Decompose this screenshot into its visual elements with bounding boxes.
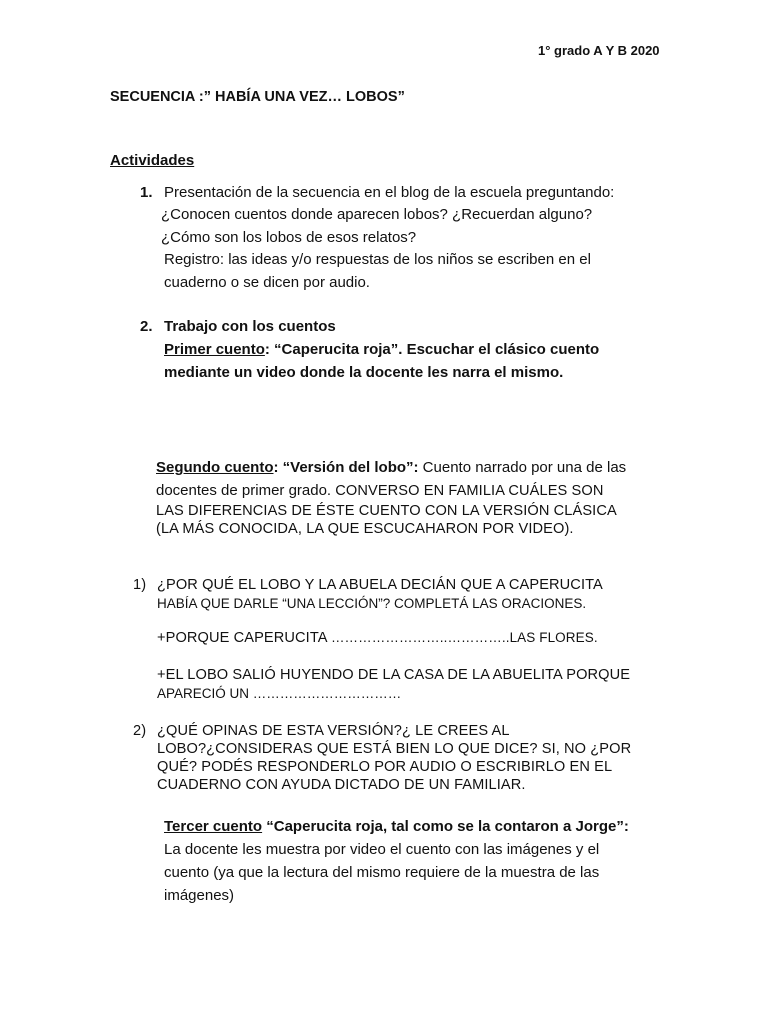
q1-line: +EL LOBO SALIÓ HUYENDO DE LA CASA DE LA ABUELITA PORQUE — [157, 667, 631, 683]
third-story-line: cuento (ya que la lectura del mismo requiere de la muestra de las — [164, 864, 600, 881]
q1-line: HABÍA QUE DARLE “UNA LECCIÓN”? COMPLETÁ LAS ORACIONES. — [157, 596, 587, 611]
second-story-line: LAS DIFERENCIAS DE ÉSTE CUENTO CON LA VERSIÓN CLÁSICA — [156, 503, 617, 519]
item2-heading: Trabajo con los cuentos — [164, 318, 336, 335]
document-title: SECUENCIA :” HABÍA UNA VEZ… LOBOS” — [110, 89, 405, 105]
first-story-line: mediante un video donde la docente les narra el mismo. — [164, 364, 564, 381]
item2-number: 2. — [140, 318, 153, 335]
third-story-line: imágenes) — [164, 887, 235, 904]
second-story-text: Cuento narrado por una de las — [418, 459, 627, 476]
q2-line: CUADERNO CON AYUDA DICTADO DE UN FAMILIAR. — [157, 777, 526, 793]
q1-line: ¿POR QUÉ EL LOBO Y LA ABUELA DECIÁN QUE A CAPERUCITA — [157, 577, 603, 593]
first-story-label: Primer cuento — [164, 341, 265, 358]
q1-blank-line: +PORQUE CAPERUCITA ……………………..…………..LAS FLORES. — [157, 630, 598, 646]
q2-line: LOBO?¿CONSIDERAS QUE ESTÁ BIEN LO QUE DICE? SI, NO ¿POR — [157, 741, 632, 757]
third-story-label: Tercer cuento — [164, 818, 263, 835]
second-story-line: docentes de primer grado. CONVERSO EN FAMILIA CUÁLES SON — [156, 482, 604, 499]
first-story-line — [164, 341, 599, 358]
third-story-line — [164, 818, 629, 835]
item1-number: 1. — [140, 184, 153, 201]
second-story-label: Segundo cuento — [156, 459, 274, 476]
q2-line: ¿QUÉ OPINAS DE ESTA VERSIÓN?¿ LE CREES AL — [157, 723, 510, 739]
q1-number: 1) — [133, 577, 147, 593]
item1-line: Registro: las ideas y/o respuestas de los niños se escriben en el — [164, 251, 591, 268]
second-story-title: : “Versión del lobo”: — [273, 459, 419, 476]
second-story-line — [156, 459, 626, 476]
first-story-text: : “Caperucita roja”. Escuchar el clásico cuento — [264, 341, 600, 358]
activities-heading: Actividades — [110, 152, 195, 169]
third-story-title: “Caperucita roja, tal como se la contaron a Jorge”: — [262, 818, 629, 835]
item1-line: cuaderno o se dicen por audio. — [164, 274, 370, 291]
third-story-line: La docente les muestra por video el cuento con las imágenes y el — [164, 841, 600, 858]
item1-line: Presentación de la secuencia en el blog de la escuela preguntando: — [164, 184, 615, 201]
item1-line: ¿Cómo son los lobos de esos relatos? — [161, 229, 417, 246]
item1-line: ¿Conocen cuentos donde aparecen lobos? ¿Recuerdan alguno? — [161, 206, 593, 223]
q2-number: 2) — [133, 723, 147, 739]
q1-blank-line: APARECIÓ UN …………………………… — [157, 686, 402, 701]
second-story-line: (LA MÁS CONOCIDA, LA QUE ESCUCAHARON POR VIDEO). — [156, 521, 574, 537]
grade-header: 1° grado A Y B 2020 — [538, 43, 660, 58]
q2-line: QUÉ? PODÉS RESPONDERLO POR AUDIO O ESCRIBIRLO EN EL — [157, 759, 613, 775]
